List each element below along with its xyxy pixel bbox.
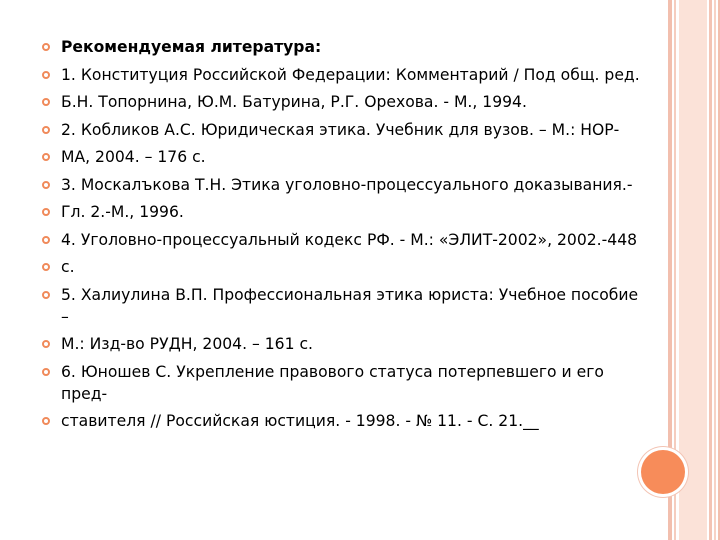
bullet-icon — [42, 208, 50, 216]
list-heading — [42, 36, 642, 58]
list-item — [42, 119, 642, 141]
list-item-text: с. — [61, 258, 75, 276]
list-item — [42, 174, 642, 196]
list-item-text: 6. Юношев С. Укрепление правового статуса потерпевшего и его пред- — [61, 362, 604, 403]
bullet-icon — [42, 236, 50, 244]
list-item-text: 3. Москалъкова Т.Н. Этика уголовно-процессуального доказывания.- — [61, 175, 633, 194]
bullet-icon — [42, 340, 50, 348]
bullet-icon — [42, 417, 50, 425]
bullet-icon — [42, 368, 50, 376]
list-item-text: М.: Изд-во РУДН, 2004. – 161 с. — [61, 335, 314, 353]
list-item-text: Б.Н. Топорнина, Ю.М. Батурина, Р.Г. Орехова. - М., 1994. — [61, 93, 527, 111]
bullet-icon — [42, 153, 50, 161]
list-item — [42, 256, 642, 278]
list-item-text: 1. Конституция Российской Федерации: Комментарий / Под общ. ред. — [61, 65, 640, 84]
decorative-band — [679, 0, 707, 540]
list-item-text: 4. Уголовно-процессуальный кодекс РФ. - М.: «ЭЛИТ-2002», 2002.-448 — [61, 230, 638, 249]
list-item-text: Гл. 2.-М., 1996. — [61, 203, 184, 221]
list-item-text: 5. Халиулина В.П. Профессиональная этика юриста: Учебное пособие – — [61, 285, 639, 326]
decorative-circle — [641, 450, 685, 494]
decorative-stripe — [714, 0, 716, 540]
list-item-text: ставителя // Российская юстиция. - 1998. - № 11. - С. 21.__ — [61, 412, 539, 430]
bullet-icon — [42, 71, 50, 79]
bullet-icon — [42, 98, 50, 106]
slide-content — [42, 36, 642, 438]
list-item — [42, 333, 642, 355]
list-item — [42, 284, 642, 328]
bullet-icon — [42, 126, 50, 134]
list-item — [42, 361, 642, 405]
list-item — [42, 201, 642, 223]
reference-list — [42, 36, 642, 432]
bullet-icon — [42, 263, 50, 271]
list-item-text: Рекомендуемая литература: — [61, 38, 322, 56]
list-item-text: 2. Кобликов А.С. Юридическая этика. Учебник для вузов. – М.: НОР- — [61, 120, 620, 139]
decorative-stripe — [709, 0, 712, 540]
bullet-icon — [42, 43, 50, 51]
bullet-icon — [42, 291, 50, 299]
list-item — [42, 64, 642, 86]
list-item — [42, 229, 642, 251]
list-item — [42, 146, 642, 168]
list-item — [42, 410, 642, 432]
bullet-icon — [42, 181, 50, 189]
list-item-text: МА, 2004. – 176 с. — [61, 148, 206, 166]
list-item — [42, 91, 642, 113]
